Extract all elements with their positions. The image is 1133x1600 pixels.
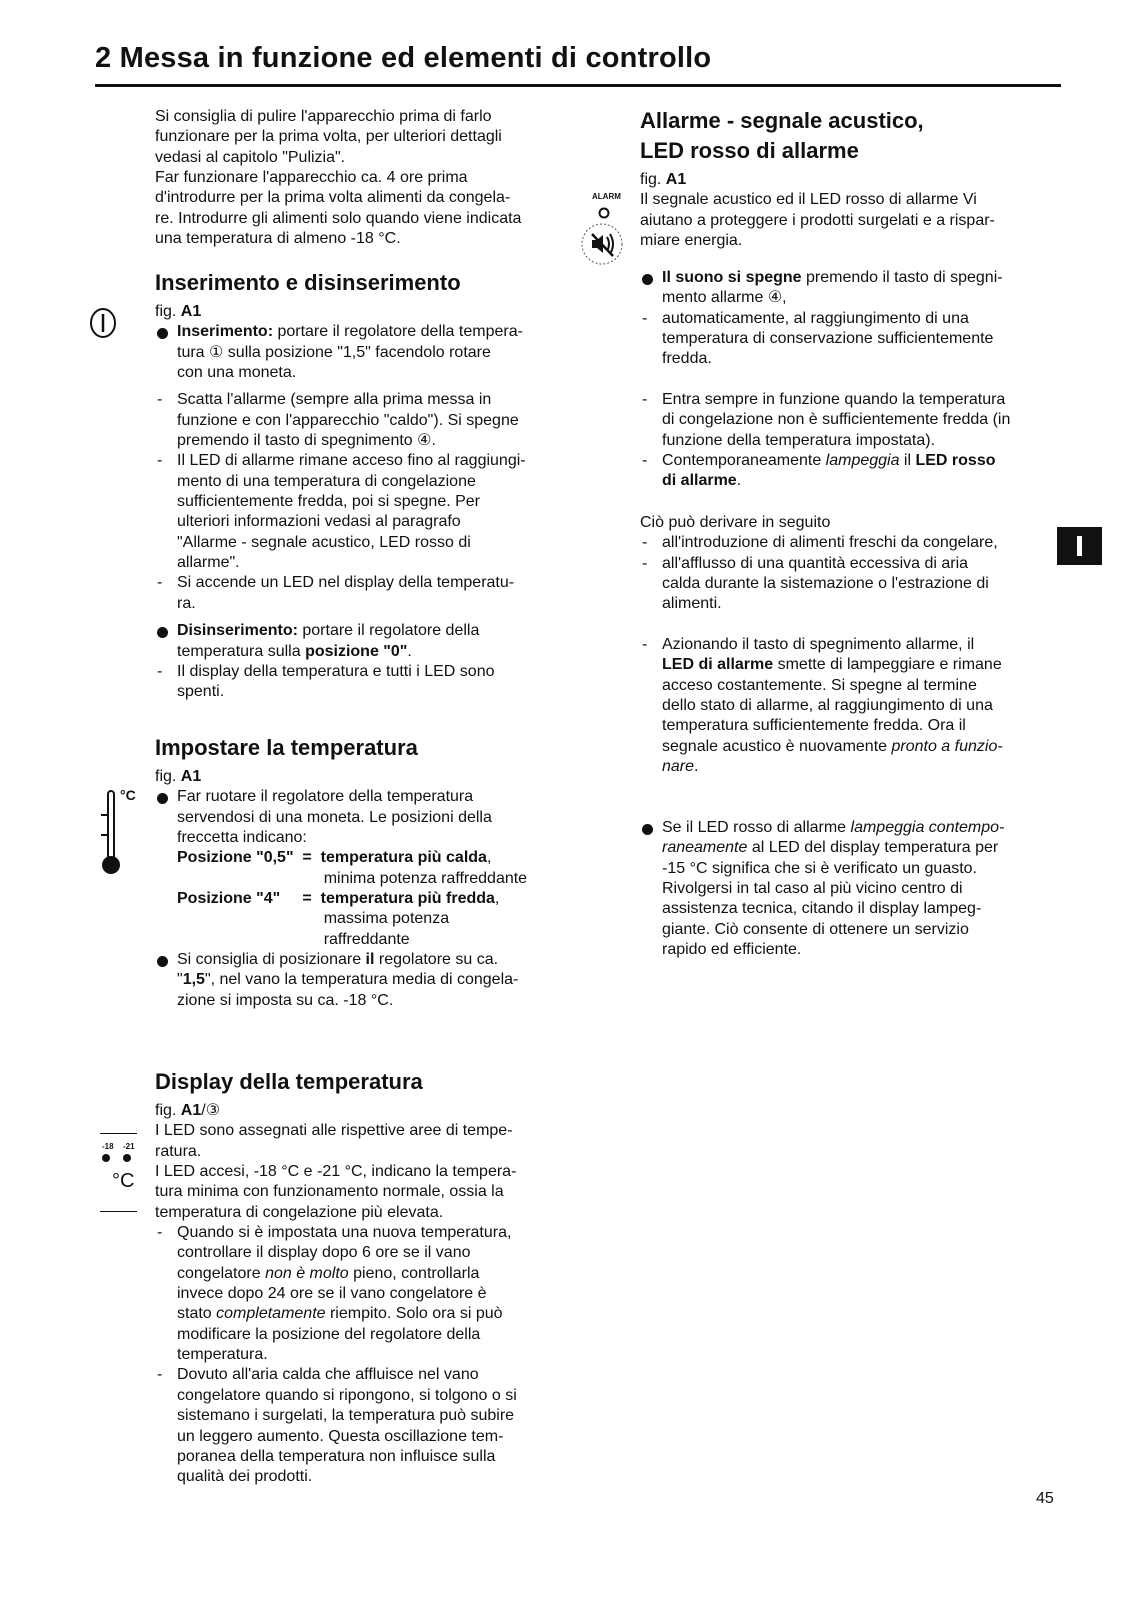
bullet-item bbox=[155, 621, 575, 662]
text-run: , minima potenza raffreddante bbox=[323, 849, 528, 887]
alarm-causes bbox=[640, 513, 1060, 615]
bullet-item bbox=[155, 787, 575, 950]
text-run: Allarme - segnale acustico, LED rosso di allarme bbox=[640, 108, 924, 163]
text-run: Si consiglia di posizionare bbox=[177, 951, 366, 969]
dash-item bbox=[155, 451, 575, 573]
display-rule-bottom bbox=[100, 1211, 137, 1212]
alarm-section bbox=[640, 106, 1060, 251]
alarm-activation bbox=[640, 390, 1060, 492]
text-run: smette di lampeggiare e rimane acceso costantemente. Si spegne al termine dello stato di allarme, al raggiungimento di una temperatura sufficientemente fredda. Ora il segnale acustico è nuovamente bbox=[662, 656, 1002, 755]
text-run: Ciò può derivare in seguito bbox=[640, 514, 831, 531]
text-run: , massima potenza raffreddante bbox=[323, 890, 500, 948]
text-run: 1,5 bbox=[182, 971, 205, 989]
temperature-display-section bbox=[155, 1067, 575, 1488]
text-run: il bbox=[899, 452, 916, 470]
led-label-minus21: -21 bbox=[123, 1142, 135, 1151]
text-run: . bbox=[736, 472, 742, 490]
text-run: A1 bbox=[180, 303, 202, 320]
text-run: pronto a funzio- nare bbox=[662, 737, 1003, 776]
dash-item bbox=[640, 635, 1060, 777]
alarm-sound-off bbox=[640, 268, 1060, 370]
text-run: /③ bbox=[201, 1102, 221, 1119]
text-run: automaticamente, al raggiungimento di una temperatura di conservazione sufficientemente fredda. bbox=[662, 309, 994, 368]
text-run: Il LED di allarme rimane acceso fino al raggiungi- mento di una temperatura di congelazione sufficientemente fredda, poi si spegne. Per ulteriori informazioni vedasi al paragrafo "Allarme - segnale acustico, LED rosso di allarme". bbox=[177, 452, 526, 572]
alarm-label: ALARM bbox=[592, 192, 621, 201]
bullet-item bbox=[640, 818, 1060, 960]
text-run: lampeggia bbox=[825, 452, 900, 470]
dash-item bbox=[640, 533, 1060, 553]
text-run: A1 bbox=[665, 171, 687, 188]
text-run: fig. bbox=[640, 171, 666, 188]
intro-section bbox=[155, 107, 575, 249]
paragraph bbox=[155, 1101, 575, 1121]
text-run: Disinserimento: bbox=[177, 622, 298, 640]
text-run: A1 bbox=[180, 1102, 202, 1119]
alarm-fault-info bbox=[640, 818, 1060, 960]
text-run: Posizione "0,5" = temperatura più calda bbox=[177, 849, 487, 867]
text-run: . bbox=[694, 758, 699, 776]
display-unit: °C bbox=[112, 1170, 135, 1192]
paragraph bbox=[640, 170, 1060, 190]
text-run: Il display della temperatura e tutti i LED sono spenti. bbox=[177, 662, 495, 701]
text-run: Impostare la temperatura bbox=[155, 735, 418, 760]
text-run: Posizione "4" = temperatura più fredda bbox=[177, 890, 495, 908]
led-indicators-icon bbox=[101, 1152, 137, 1164]
dash-item bbox=[155, 662, 575, 703]
text-run: Inserimento: bbox=[177, 323, 274, 341]
text-run: regolatore su ca. " bbox=[177, 951, 499, 989]
text-run: Entra sempre in funzione quando la temperatura di congelazione non è sufficientemente fredda (in funzione della temperatura impostata). bbox=[662, 391, 1011, 449]
text-run: pieno, controllarla invece dopo 24 ore se il vano congelatore è stato bbox=[177, 1264, 487, 1323]
text-run: all'introduzione di alimenti freschi da congelare, bbox=[662, 534, 998, 552]
text-run: posizione "0" bbox=[305, 642, 408, 660]
text-run: completamente bbox=[216, 1305, 326, 1323]
text-run: fig. bbox=[155, 768, 181, 785]
text-run: Il segnale acustico ed il LED rosso di allarme Vi aiutano a proteggere i prodotti surgelati e a rispar- miare energia. bbox=[640, 191, 995, 250]
text-run: Si accende un LED nel display della temperatu- ra. bbox=[177, 574, 515, 612]
bullet-item bbox=[640, 268, 1060, 309]
dash-item bbox=[155, 1365, 575, 1487]
section-heading bbox=[155, 268, 575, 298]
text-run: Si consiglia di pulire l'apparecchio prima di farlo funzionare per la prima volta, per ulteriori dettagli vedasi al capitolo "Pulizia". Far funzionare l'apparecchio ca. 4 ore prima d'introdurre per la prima volta alimenti da congela- re. Introdurre gli alimenti solo quando viene indicata una temperatura di almeno -18 °C. bbox=[155, 108, 522, 248]
title-rule bbox=[95, 84, 1061, 87]
led-label-minus18: -18 bbox=[102, 1142, 114, 1151]
bullet-item bbox=[155, 322, 575, 383]
text-run: portare il regolatore della tempera- tura ① sulla posizione "1,5" facendolo rotare con una moneta. bbox=[177, 323, 523, 382]
text-run: . bbox=[407, 642, 412, 660]
text-run: ", nel vano la temperatura media di congela- zione si imposta su ca. -18 °C. bbox=[177, 971, 519, 1009]
thermometer-icon bbox=[98, 785, 122, 880]
paragraph bbox=[155, 767, 575, 787]
text-run: Scatta l'allarme (sempre alla prima messa in funzione e con l'apparecchio "caldo"). Si spegne premendo il tasto di spegnimento ④. bbox=[177, 391, 519, 450]
text-run: Contemporaneamente bbox=[662, 452, 826, 470]
page-number: 45 bbox=[1036, 1490, 1054, 1507]
text-run: Quando si è impostata una nuova temperatura, controllare il display dopo 6 ore se il vano congelatore bbox=[177, 1224, 512, 1282]
text-run: Inserimento e disinserimento bbox=[155, 270, 461, 295]
text-run: Display della temperatura bbox=[155, 1069, 423, 1094]
text-run: premendo il tasto di spegni- mento allarme ④, bbox=[662, 269, 1003, 307]
alarm-button-info bbox=[640, 635, 1060, 777]
paragraph bbox=[155, 1121, 575, 1223]
text-run: riempito. Solo ora si può modificare la posizione del regolatore della temperatura. bbox=[177, 1305, 503, 1364]
text-run: Se il LED rosso di allarme bbox=[662, 819, 851, 836]
dash-item bbox=[155, 1223, 575, 1365]
text-run: Far ruotare il regolatore della temperatura servendosi di una moneta. Le posizioni della freccetta indicano: bbox=[177, 788, 492, 847]
dash-item bbox=[640, 451, 1060, 492]
text-run: LED di allarme bbox=[662, 656, 774, 674]
dash-item bbox=[640, 309, 1060, 370]
text-run: non è molto bbox=[265, 1264, 349, 1282]
text-run: Il suono si spegne bbox=[662, 269, 802, 286]
display-rule-top bbox=[100, 1133, 137, 1134]
power-switch-icon bbox=[88, 306, 118, 340]
section-heading bbox=[640, 106, 1060, 166]
alarm-led-icon bbox=[597, 206, 611, 220]
bullet-item bbox=[155, 950, 575, 1011]
text-run: il bbox=[365, 951, 375, 969]
alarm-mute-icon bbox=[580, 222, 624, 266]
dash-item bbox=[155, 573, 575, 614]
text-run: all'afflusso di una quantità eccessiva di aria calda durante la sistemazione o l'estrazione di alimenti. bbox=[662, 554, 989, 613]
thermometer-unit: °C bbox=[120, 787, 136, 803]
paragraph bbox=[155, 107, 575, 249]
set-temperature-section bbox=[155, 733, 575, 1011]
page-title: 2 Messa in funzione ed elementi di controllo bbox=[95, 42, 712, 74]
text-run: portare il regolatore della temperatura sulla bbox=[177, 622, 480, 660]
dash-item bbox=[640, 554, 1060, 615]
language-tab-marker bbox=[1057, 527, 1102, 565]
dash-item bbox=[155, 390, 575, 451]
section-heading bbox=[155, 733, 575, 763]
text-run: Azionando il tasto di spegnimento allarme, il bbox=[662, 636, 975, 653]
paragraph bbox=[640, 190, 1060, 251]
text-run: lampeggia contempo- raneamente bbox=[662, 819, 1005, 857]
on-off-section bbox=[155, 268, 575, 703]
paragraph bbox=[640, 513, 1060, 533]
section-heading bbox=[155, 1067, 575, 1097]
text-run: LED rosso di allarme bbox=[662, 452, 996, 490]
text-run: fig. bbox=[155, 303, 181, 320]
text-run: I LED sono assegnati alle rispettive aree di tempe- ratura. I LED accesi, -18 °C e -21 °C, indicano la tempera- tura minima con funzionamento normale, ossia la temperatura di congelazione più elevata. bbox=[155, 1122, 517, 1221]
text-run: A1 bbox=[180, 768, 202, 785]
paragraph bbox=[155, 302, 575, 322]
dash-item bbox=[640, 390, 1060, 451]
text-run: fig. bbox=[155, 1102, 181, 1119]
text-run: Dovuto all'aria calda che affluisce nel vano congelatore quando si ripongono, si tolgono o si sistemano i surgelati, la temperatura può subire un leggero aumento. Questa oscillazione tem- poranea della temperatura non influisce sulla qualità dei prodotti. bbox=[177, 1366, 517, 1486]
text-run: al LED del display temperatura per -15 °C significa che si è verificato un guasto. Rivolgersi in tal caso al più vicino centro di assistenza tecnica, citando il display lampeg- giante. Ciò consente di ottenere un servizio rapido ed efficiente. bbox=[662, 839, 999, 959]
